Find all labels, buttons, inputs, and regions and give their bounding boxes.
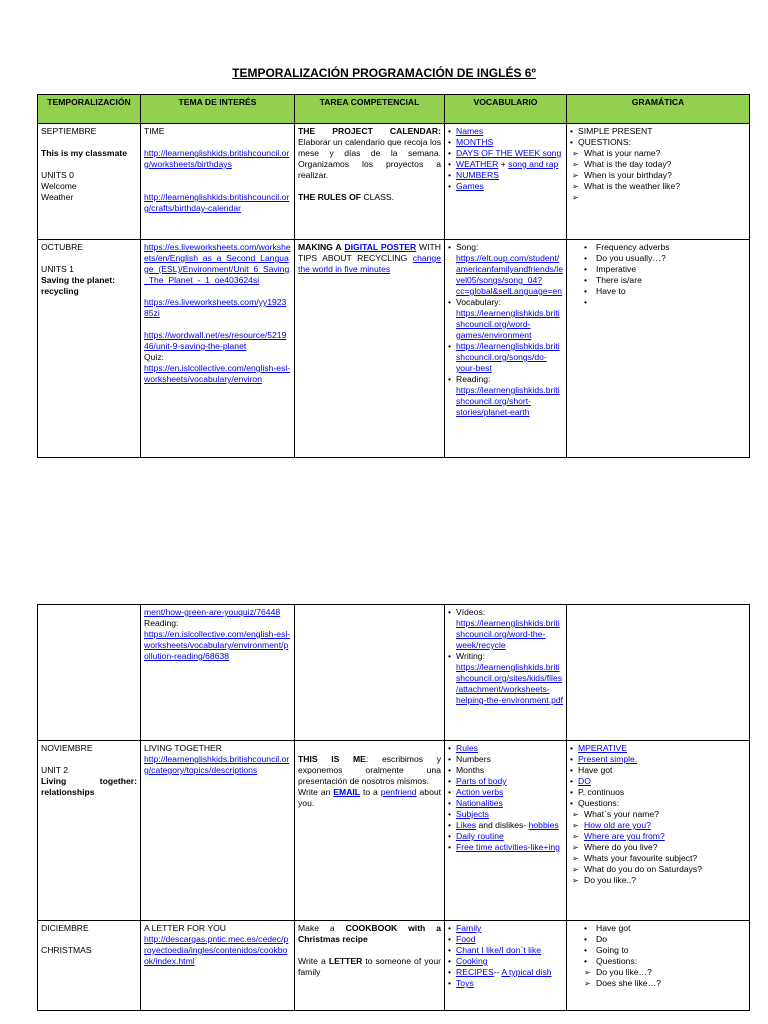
vocab-link[interactable]: Rules	[456, 743, 478, 753]
question-item: ➢ What is the weather like?	[584, 181, 746, 192]
task-text: to someone of your family	[298, 956, 442, 977]
list-item	[456, 341, 563, 374]
list-item: • There is/are	[596, 275, 746, 286]
section-label: Song:	[456, 242, 479, 252]
grammar-link[interactable]: How old are you?	[584, 820, 651, 830]
list-item: • P. continuos	[578, 787, 746, 798]
question-item: ➢ Does she like…?	[596, 978, 746, 989]
vocab-link[interactable]: Nationalities	[456, 798, 503, 808]
list-item	[456, 956, 563, 967]
vocab-link[interactable]: hobbies	[528, 820, 559, 830]
task-title: MAKING A	[298, 242, 342, 252]
list-item	[456, 809, 563, 820]
list-item: • Have to	[596, 286, 746, 297]
list-item: • Questions:	[596, 956, 746, 967]
vocab-link[interactable]: NUMBERS	[456, 170, 499, 180]
cell-task	[295, 124, 445, 240]
vocab-link[interactable]: Parts of body	[456, 776, 507, 786]
vocab-link[interactable]: WEATHER	[456, 159, 499, 169]
list-item	[456, 181, 563, 192]
resource-link[interactable]: ment/how-green-are-youquiz/76448	[144, 607, 281, 617]
penfriend-link[interactable]: penfriend	[380, 787, 417, 797]
unit-subtitle: Saving the planet: recycling	[41, 275, 116, 296]
resource-link[interactable]: https://es.liveworksheets.com/yy192385zi	[144, 297, 287, 318]
list-item	[456, 137, 563, 148]
task-title: LETTER	[328, 956, 363, 966]
cell-theme	[141, 741, 295, 921]
resource-link[interactable]: http://descargas.pntic.mec.es/cedec/proyectoedia/ingles/contenidos/cookbook/index.html	[144, 934, 289, 966]
cell-grammar	[567, 240, 750, 458]
list-item: • Do you usually…?	[596, 253, 746, 264]
task-title: THE RULES OF	[298, 192, 362, 202]
cell-theme	[141, 921, 295, 1011]
vocab-link[interactable]: Free time activities-like+ing	[456, 842, 560, 852]
grammar-link[interactable]: Present simple.	[578, 754, 638, 764]
question-item: ➢ What do you do on Saturdays?	[584, 864, 746, 875]
vocab-text: and dislikes-	[478, 820, 527, 830]
row-noviembre	[38, 741, 750, 921]
vocab-link[interactable]: MONTHS	[456, 137, 494, 147]
task-text: WITH TIPS ABOUT RECYCLING	[298, 242, 441, 263]
row-diciembre	[38, 921, 750, 1011]
list-item	[456, 170, 563, 181]
cell-task	[295, 605, 445, 741]
vocab-link[interactable]: Likes	[456, 820, 477, 830]
cell-month	[38, 124, 141, 240]
vocab-link[interactable]: Games	[456, 181, 484, 191]
list-item	[456, 743, 563, 754]
question-item: ➢ When is your birthday?	[584, 170, 746, 181]
list-item: • Frequency adverbs	[596, 242, 746, 253]
cell-vocab	[445, 605, 567, 741]
task-title: THE PROJECT CALENDAR:	[298, 126, 441, 136]
task-title: COOKBOOK with a Christmas recipe	[298, 923, 441, 944]
header-vocabulario: VOCABULARIO	[445, 95, 567, 124]
theme-label: TIME	[144, 126, 165, 136]
row-octubre-continued	[38, 605, 750, 741]
list-item	[456, 934, 563, 945]
cell-vocab	[445, 124, 567, 240]
list-item	[456, 148, 563, 159]
task-text: : escribimos y exponemos oralmente una presentación de nosotros mismos.	[298, 754, 441, 786]
list-item: • Do	[596, 934, 746, 945]
cell-task	[295, 240, 445, 458]
list-item	[578, 743, 746, 754]
vocab-link[interactable]: Subjects	[456, 809, 489, 819]
vocab-link[interactable]: Cooking	[456, 956, 488, 966]
row-septiembre	[38, 124, 750, 240]
list-item	[596, 297, 746, 308]
topic-label: Welcome	[41, 181, 77, 191]
task-text: CLASS.	[363, 192, 394, 202]
unit-label: UNIT 2	[41, 765, 69, 775]
vocab-link[interactable]: Family	[456, 923, 482, 933]
header-gramatica: GRAMÁTICA	[567, 95, 750, 124]
list-item: • Questions:	[578, 798, 746, 809]
theme-label: LIVING TOGETHER	[144, 743, 222, 753]
list-item: • SIMPLE PRESENT	[578, 126, 746, 137]
cell-month	[38, 921, 141, 1011]
list-item	[456, 159, 563, 170]
topic-label: Weather	[41, 192, 74, 202]
question-item: ➢ Do you like…?	[596, 967, 746, 978]
question-item: ➢ Where do you live?	[584, 842, 746, 853]
cell-vocab	[445, 741, 567, 921]
theme-label: A LETTER FOR YOU	[144, 923, 226, 933]
unit-label: UNITS 0	[41, 170, 74, 180]
resource-link[interactable]: https://learnenglishkids.britishcouncil.org/word-games/environment	[456, 308, 560, 340]
cell-theme	[141, 124, 295, 240]
list-item	[456, 776, 563, 787]
list-item	[456, 607, 563, 651]
month-label: NOVIEMBRE	[41, 743, 93, 753]
header-tema: TEMA DE INTERÉS	[141, 95, 295, 124]
month-label: OCTUBRE	[41, 242, 84, 252]
vocab-link[interactable]: A typical dish	[501, 967, 552, 977]
vocab-link[interactable]: Names	[456, 126, 484, 136]
list-item: • Numbers	[456, 754, 563, 765]
plus-sign: +	[500, 159, 506, 169]
list-item: • Imperative	[596, 264, 746, 275]
question-item	[584, 831, 746, 842]
section-label: Vídeos:	[456, 607, 486, 617]
question-item: ➢ What is your name?	[584, 148, 746, 159]
resource-link[interactable]: https://en.islcollective.com/english-esl-worksheets/vocabulary/environ	[144, 363, 291, 384]
resource-link[interactable]: https://en.islcollective.com/english-esl-worksheets/vocabulary/environment/pollution-reading/68638	[144, 629, 291, 661]
cell-task	[295, 741, 445, 921]
task-title: THIS IS ME	[298, 754, 366, 764]
unit-subtitle: This is my classmate	[41, 148, 127, 158]
question-item	[584, 192, 746, 203]
cell-month	[38, 240, 141, 458]
task-text: Write an	[298, 787, 331, 797]
question-item: ➢ What`s your name?	[584, 809, 746, 820]
list-item: • Going to	[596, 945, 746, 956]
question-item	[584, 820, 746, 831]
resource-link[interactable]: change the world in five minutes	[298, 253, 441, 274]
vocab-text: --	[493, 967, 500, 977]
header-row	[38, 95, 750, 124]
section-label: Writing:	[456, 651, 485, 661]
grammar-link[interactable]: Where are you from?	[584, 831, 665, 841]
cell-month	[38, 741, 141, 921]
question-item: ➢ Do you like..?	[584, 875, 746, 886]
cell-grammar	[567, 921, 750, 1011]
month-label: DICIEMBRE	[41, 923, 89, 933]
vocab-link[interactable]: Action verbs	[456, 787, 504, 797]
vocab-link[interactable]: Food	[456, 934, 476, 944]
list-item: • QUESTIONS:	[578, 137, 746, 148]
task-text: to a	[362, 787, 378, 797]
cell-grammar	[567, 741, 750, 921]
document-title: TEMPORALIZACIÓN PROGRAMACIÓN DE INGLÉS 6º	[232, 66, 536, 80]
list-item	[456, 831, 563, 842]
unit-label: UNITS 1	[41, 264, 74, 274]
list-item	[456, 651, 563, 706]
list-item	[456, 126, 563, 137]
resource-link[interactable]: http://learnenglishkids.britishcouncil.org/category/topics/descriptions	[144, 754, 290, 775]
resource-link[interactable]: https://es.liveworksheets.com/worksheets/en/English_as_a_Second_Language_(ESL)/Environment/Unit_6_Saving_The_Planet_-_1_oe403624si	[144, 242, 291, 285]
section-label: Reading:	[144, 618, 179, 628]
cell-task	[295, 921, 445, 1011]
quiz-label: Quiz:	[144, 352, 165, 362]
header-tarea: TAREA COMPETENCIAL	[295, 95, 445, 124]
cell-vocab	[445, 240, 567, 458]
cell-vocab	[445, 921, 567, 1011]
resource-link[interactable]: http://learnenglishkids.britishcouncil.org/crafts/birthday-calendar	[144, 192, 290, 213]
vocab-link[interactable]: RECIPES	[456, 967, 494, 977]
resource-link[interactable]: https://learnenglishkids.britishcouncil.org/word-the-week/recycle	[456, 618, 560, 650]
list-item	[456, 923, 563, 934]
list-item: • Have got	[596, 923, 746, 934]
resource-link[interactable]: https://learnenglishkids.britishcouncil.org/songs/do-your-best	[456, 341, 560, 373]
vocab-link[interactable]: Daily routine	[456, 831, 504, 841]
vocab-link[interactable]: song and rap	[508, 159, 559, 169]
question-item: ➢ What is the day today?	[584, 159, 746, 170]
row-octubre	[38, 240, 750, 458]
month-label: SEPTIEMBRE	[41, 126, 97, 136]
task-text: Make a	[298, 923, 335, 933]
list-item	[456, 374, 563, 418]
section-label: Vocabulary:	[456, 297, 501, 307]
list-item	[456, 945, 563, 956]
unit-subtitle: CHRISTMAS	[41, 945, 92, 955]
list-item	[456, 967, 563, 978]
section-label: Reading:	[456, 374, 491, 384]
list-item	[578, 776, 746, 787]
list-item: • Have got	[578, 765, 746, 776]
resource-link[interactable]: https://learnenglishkids.britishcouncil.org/sites/kids/files/attachment/worksheets-helping-the-environment.pdf	[456, 662, 564, 705]
cell-theme	[141, 605, 295, 741]
digital-poster-link[interactable]: DIGITAL POSTER	[344, 242, 417, 252]
schedule-table-page-1	[37, 94, 750, 458]
list-item	[456, 820, 563, 831]
vocab-link[interactable]: Toys	[456, 978, 474, 988]
question-item: ➢ Whats your favourite subject?	[584, 853, 746, 864]
cell-theme	[141, 240, 295, 458]
task-text: about you.	[298, 787, 442, 808]
resource-link[interactable]: https://wordwall.net/es/resource/521946/unit-9-saving-the-planet	[144, 330, 287, 351]
task-text: Elaborar un calendario que recoja los mese y días de la semana. Organizamos los proyectos a realizar.	[298, 137, 441, 180]
list-item	[456, 787, 563, 798]
list-item: • Months	[456, 765, 563, 776]
resource-link[interactable]: http://learnenglishkids.britishcouncil.org/worksheets/birthdays	[144, 148, 290, 169]
cell-grammar	[567, 605, 750, 741]
vocab-link[interactable]: Chant I like/I don`t like	[456, 945, 542, 955]
list-item	[456, 842, 563, 853]
vocab-link[interactable]: DAYS OF THE WEEK song	[456, 148, 562, 158]
schedule-table-page-2	[37, 604, 750, 1011]
list-item	[456, 978, 563, 989]
resource-link[interactable]: https://elt.oup.com/student/americanfamilyandfriends/level05/songs/song_04?cc=global&selLanguage=en	[456, 253, 563, 296]
cell-month	[38, 605, 141, 741]
list-item	[456, 297, 563, 341]
grammar-link[interactable]: DO	[578, 776, 591, 786]
task-text: Write a	[298, 956, 326, 966]
unit-subtitle: Living together: relationships	[41, 776, 137, 797]
header-temporalizacion: TEMPORALIZACIÓN	[38, 95, 141, 124]
email-link[interactable]: EMAIL	[333, 787, 361, 797]
grammar-link[interactable]: MPERATIVE	[578, 743, 628, 753]
resource-link[interactable]: https://learnenglishkids.britishcouncil.org/short-stories/planet-earth	[456, 385, 560, 417]
list-item	[456, 242, 563, 297]
list-item	[578, 754, 746, 765]
cell-grammar	[567, 124, 750, 240]
list-item	[456, 798, 563, 809]
